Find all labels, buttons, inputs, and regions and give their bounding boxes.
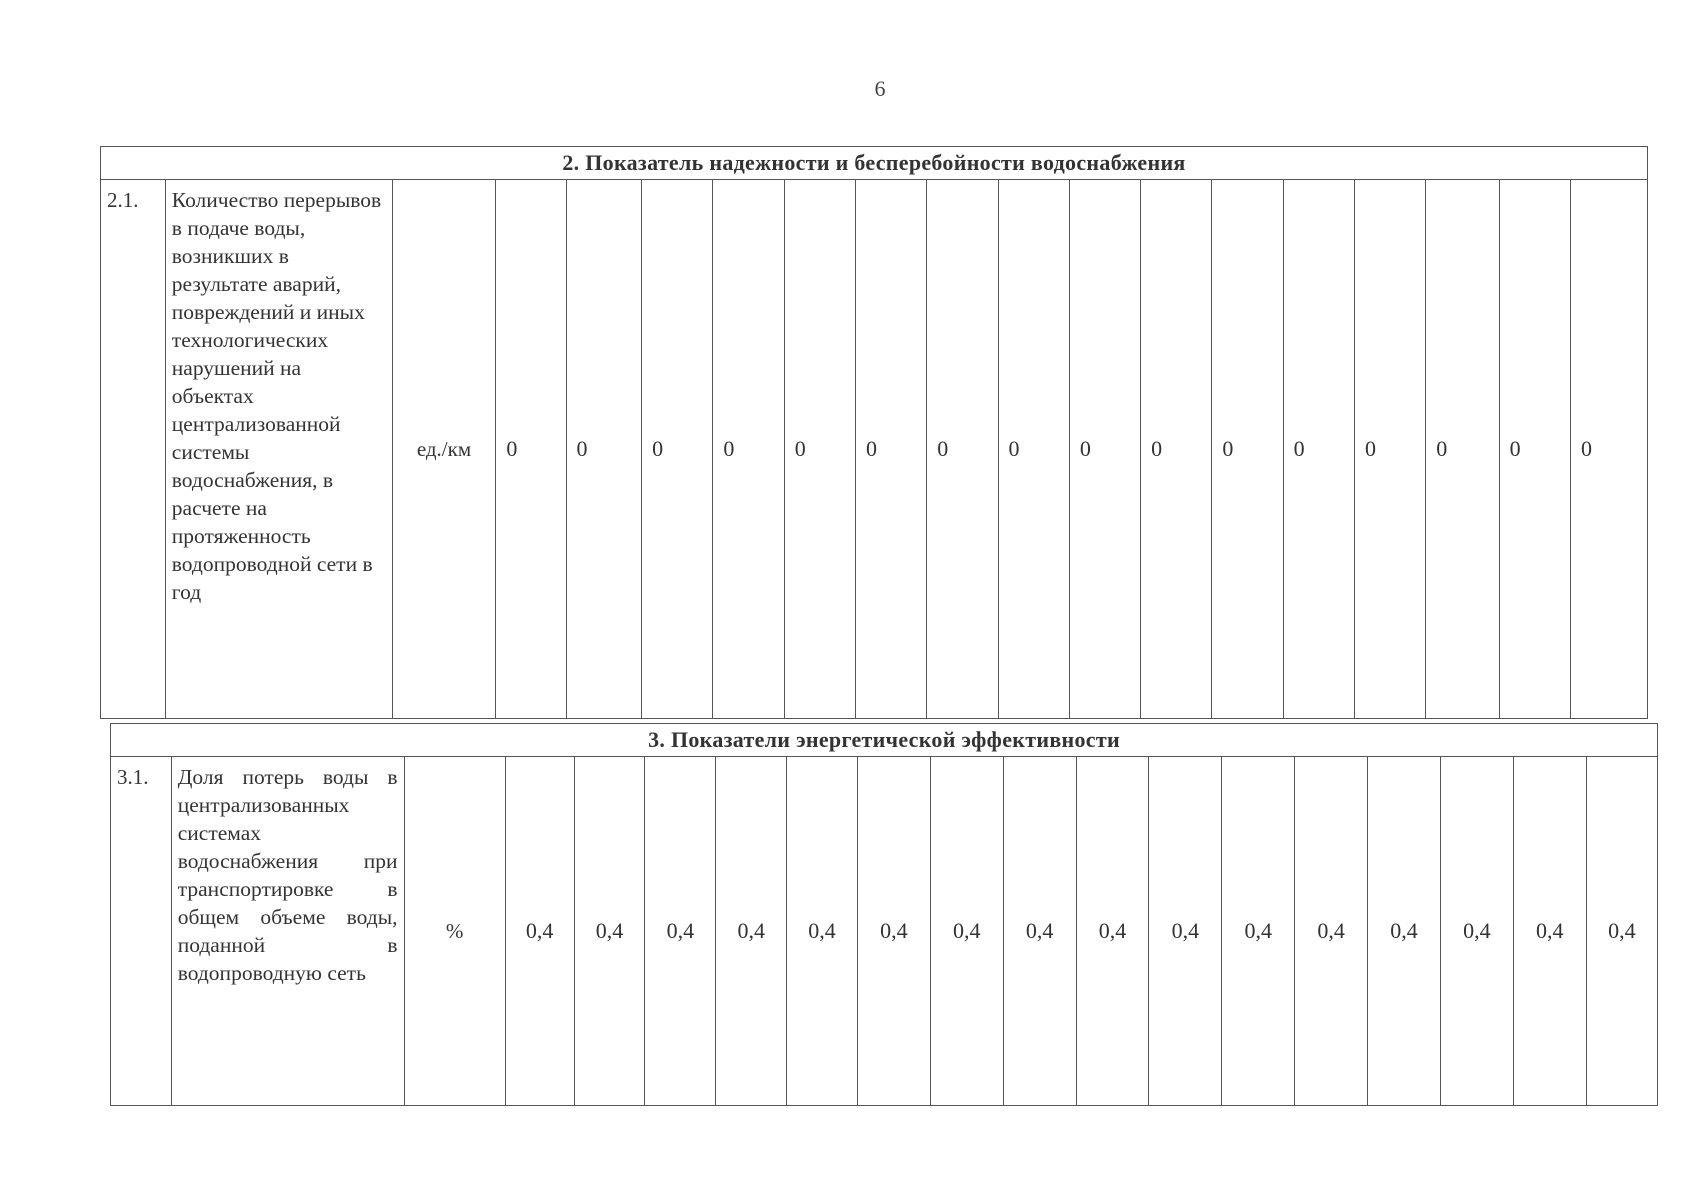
value-cell: 0,4 (1368, 757, 1441, 1106)
value-cell: 0 (927, 180, 998, 719)
value-cell: 0 (1426, 180, 1499, 719)
value-cell: 0,4 (574, 757, 645, 1106)
table-row (111, 757, 1658, 1106)
value-cell: 0 (1212, 180, 1283, 719)
value-cell: 0,4 (1149, 757, 1222, 1106)
value-cell: 0 (1283, 180, 1354, 719)
value-cell: 0,4 (1076, 757, 1149, 1106)
table-row (101, 180, 1648, 719)
value-cell: 0,4 (1295, 757, 1368, 1106)
value-cell: 0,4 (1222, 757, 1295, 1106)
indicator-description: Количество перерывов в подаче воды, возникших в результате аварий, повреждений и иных технологических нарушений на объектах централизованной системы водоснабжения, в расчете на протяженность водопроводной сети в год (165, 180, 392, 719)
value-cell: 0 (566, 180, 642, 719)
energy-efficiency-table (110, 723, 1658, 1106)
value-cell: 0 (713, 180, 784, 719)
value-cell: 0,4 (1513, 757, 1586, 1106)
section-heading: 3. Показатели энергетической эффективности (111, 724, 1658, 757)
value-cell: 0,4 (857, 757, 930, 1106)
row-number: 2.1. (101, 180, 166, 719)
value-cell: 0,4 (787, 757, 858, 1106)
reliability-table (100, 146, 1648, 719)
value-cell: 0,4 (505, 757, 574, 1106)
value-cell: 0,4 (1440, 757, 1513, 1106)
unit-cell: % (404, 757, 505, 1106)
value-cell: 0,4 (1003, 757, 1076, 1106)
value-cell: 0 (1499, 180, 1570, 719)
row-number: 3.1. (111, 757, 172, 1106)
section-heading-row (101, 147, 1648, 180)
value-cell: 0 (855, 180, 926, 719)
value-cell: 0 (1570, 180, 1647, 719)
value-cell: 0 (1141, 180, 1212, 719)
page-number: 6 (874, 76, 886, 101)
value-cell: 0 (1069, 180, 1140, 719)
value-cell: 0 (784, 180, 855, 719)
value-cell: 0,4 (1586, 757, 1657, 1106)
unit-cell: ед./км (392, 180, 496, 719)
section-heading-row (111, 724, 1658, 757)
value-cell: 0 (1354, 180, 1425, 719)
value-cell: 0 (642, 180, 713, 719)
section-heading: 2. Показатель надежности и бесперебойности водоснабжения (101, 147, 1648, 180)
indicator-description: Доля потерь воды в централизованных системах водоснабжения при транспортировке в общем объеме воды, поданной в водопроводную сеть (171, 757, 404, 1106)
value-cell: 0 (496, 180, 566, 719)
value-cell: 0,4 (645, 757, 716, 1106)
value-cell: 0 (998, 180, 1069, 719)
value-cell: 0,4 (930, 757, 1003, 1106)
value-cell: 0,4 (716, 757, 787, 1106)
